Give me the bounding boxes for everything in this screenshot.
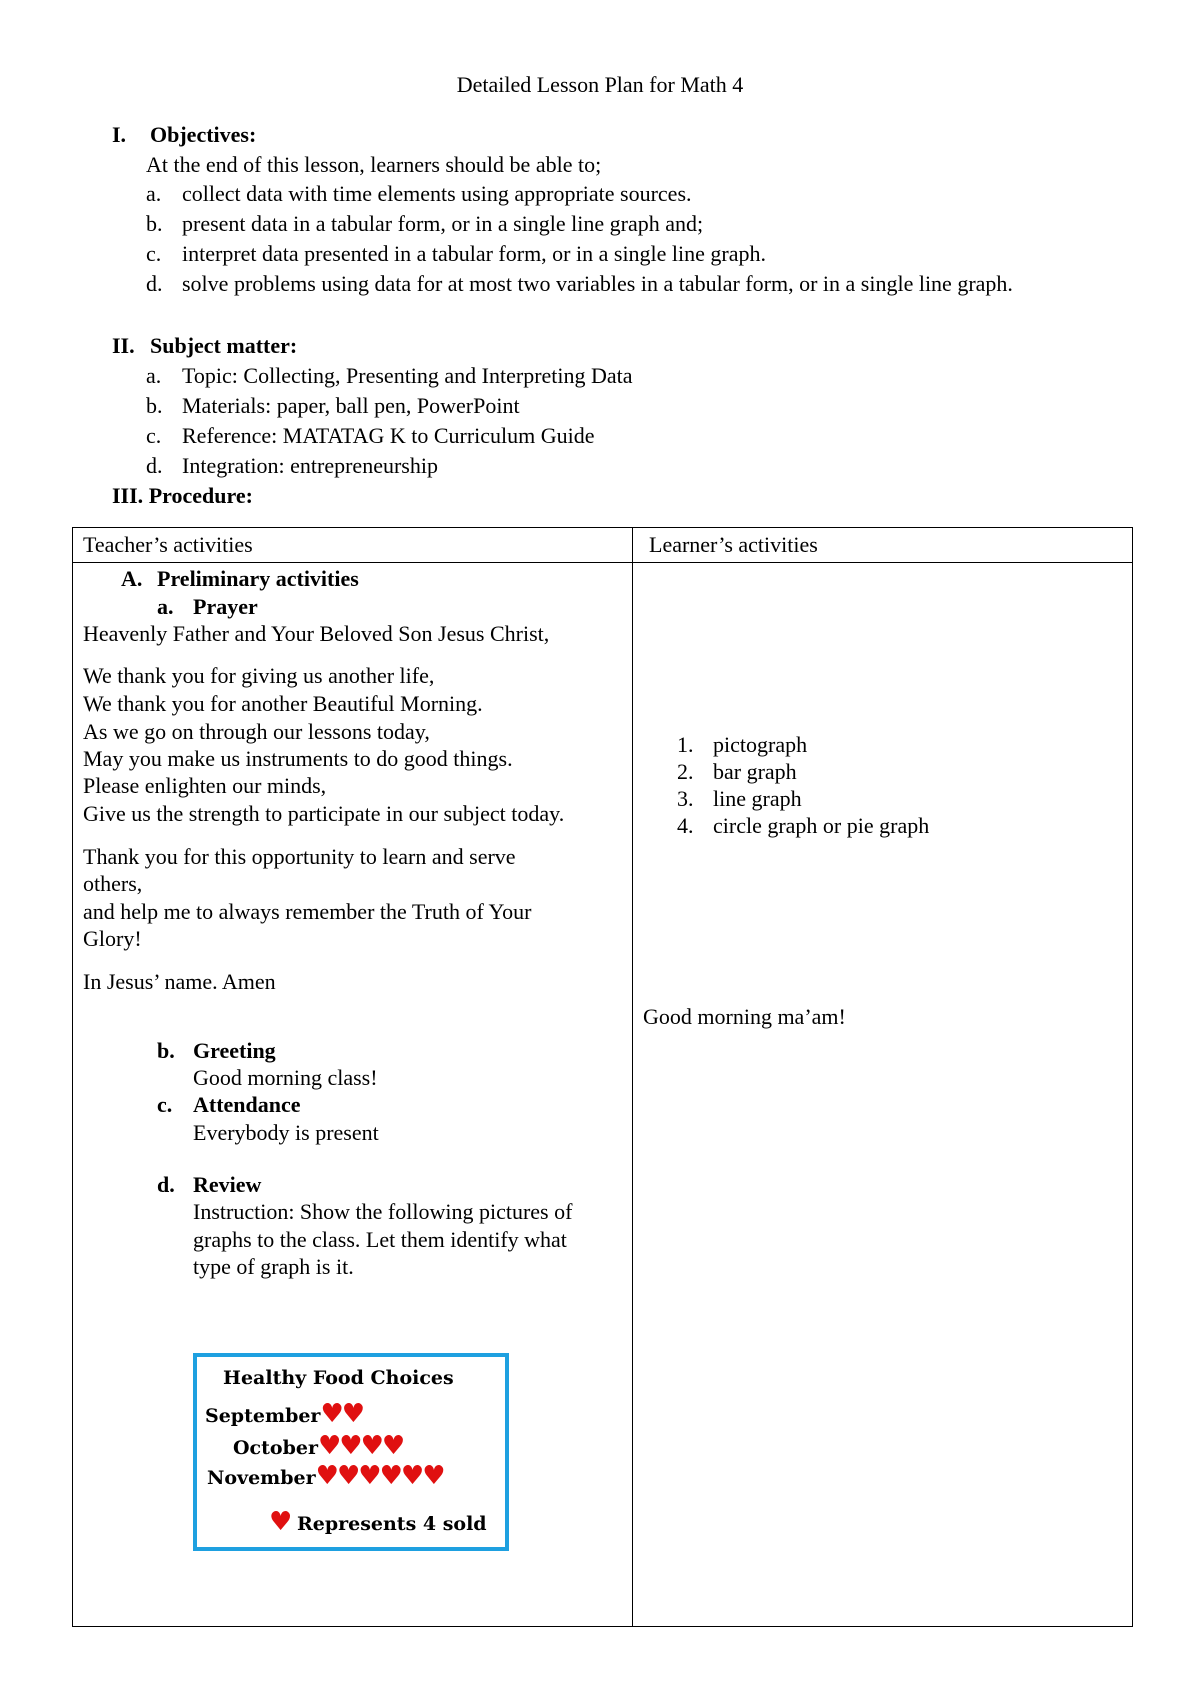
teacher-header-text: Teacher’s activities	[83, 532, 253, 557]
greeting-text: Good morning class!	[193, 1065, 378, 1090]
subject-matter-heading	[112, 331, 297, 361]
prayer-label: a.	[157, 594, 174, 619]
objective-text: solve problems using data for at most two variables in a tabular form, or in a single line graph.	[182, 271, 1013, 296]
learner-header-text: Learner’s activities	[649, 532, 818, 557]
objective-item	[146, 209, 703, 239]
pictograph-row	[205, 1401, 363, 1427]
learner-activities-cell	[633, 563, 1133, 1627]
procedure-title: Procedure:	[148, 483, 253, 508]
subject-label: d.	[146, 453, 163, 478]
prayer-line: We thank you for giving us another life,	[83, 663, 435, 688]
subject-label: a.	[146, 363, 162, 388]
pictograph-legend	[269, 1509, 487, 1535]
answer-text: bar graph	[713, 759, 797, 784]
pictograph-legend-text: Represents 4 sold	[296, 1513, 487, 1535]
subject-label: c.	[146, 423, 162, 448]
greeting-title: Greeting	[193, 1038, 276, 1063]
subject-label: b.	[146, 393, 163, 418]
subject-text: Reference: MATATAG K to Curriculum Guide	[182, 423, 595, 448]
review-label: d.	[157, 1172, 175, 1197]
objective-item	[146, 239, 766, 269]
attendance-text: Everybody is present	[193, 1120, 379, 1145]
learner-answer-item	[677, 758, 797, 786]
subject-text: Topic: Collecting, Presenting and Interpreting Data	[182, 363, 633, 388]
learner-column-header	[633, 528, 1133, 563]
review-heading	[157, 1171, 261, 1199]
pictograph-month: September	[205, 1405, 321, 1427]
objective-label: c.	[146, 241, 162, 266]
subject-matter-numeral: II.	[112, 333, 135, 358]
heart-icon: ♥	[269, 1507, 291, 1537]
teacher-column-header	[73, 528, 633, 563]
objective-label: b.	[146, 211, 163, 236]
subject-item	[146, 391, 520, 421]
prayer-line: In Jesus’ name. Amen	[83, 969, 276, 994]
prayer-title: Prayer	[193, 594, 258, 619]
procedure-heading	[112, 481, 253, 511]
learner-answer-item	[677, 731, 807, 759]
objective-label: a.	[146, 181, 162, 206]
greeting-heading	[157, 1037, 276, 1065]
pictograph-image	[193, 1353, 509, 1551]
prayer-line: Give us the strength to participate in our subject today.	[83, 801, 565, 826]
objective-item	[146, 269, 1013, 299]
procedure-table	[72, 527, 1133, 1627]
review-line: Instruction: Show the following pictures of	[193, 1199, 573, 1224]
learner-answer-item	[677, 812, 929, 840]
subject-text: Materials: paper, ball pen, PowerPoint	[182, 393, 520, 418]
review-line: type of graph is it.	[193, 1254, 354, 1279]
heart-icons: ♥♥	[320, 1399, 364, 1429]
pictograph-row	[233, 1433, 403, 1459]
prayer-line: May you make us instruments to do good things.	[83, 746, 513, 771]
procedure-numeral: III.	[112, 483, 144, 508]
prayer-line: We thank you for another Beautiful Morning.	[83, 691, 483, 716]
preliminary-label: A.	[121, 566, 143, 591]
answer-number: 3.	[677, 786, 694, 811]
prayer-line: Thank you for this opportunity to learn and serve	[83, 844, 516, 869]
objective-text: interpret data presented in a tabular form, or in a single line graph.	[182, 241, 767, 266]
prayer-line: and help me to always remember the Truth of Your	[83, 899, 532, 924]
review-title: Review	[193, 1172, 262, 1197]
preliminary-heading	[121, 565, 359, 593]
prayer-line: As we go on through our lessons today,	[83, 719, 430, 744]
learner-answer-item	[677, 785, 802, 813]
answer-text: circle graph or pie graph	[713, 813, 930, 838]
learner-greeting-reply: Good morning ma’am!	[643, 1004, 846, 1029]
prayer-line: others,	[83, 871, 143, 896]
objective-text: present data in a tabular form, or in a single line graph and;	[182, 211, 704, 236]
attendance-label: c.	[157, 1092, 173, 1117]
preliminary-text: Preliminary activities	[157, 566, 359, 591]
prayer-line: Heavenly Father and Your Beloved Son Jesus Christ,	[83, 621, 550, 646]
heart-icons: ♥♥♥♥♥♥	[315, 1461, 444, 1491]
review-line: graphs to the class. Let them identify what	[193, 1227, 567, 1252]
objectives-numeral: I.	[112, 122, 127, 147]
page-title: Detailed Lesson Plan for Math 4	[456, 72, 744, 97]
pictograph-month: November	[207, 1467, 316, 1489]
objective-label: d.	[146, 271, 163, 296]
pictograph-title: Healthy Food Choices	[223, 1367, 454, 1389]
greeting-label: b.	[157, 1038, 175, 1063]
prayer-heading	[157, 593, 258, 621]
pictograph-row	[207, 1463, 444, 1489]
answer-text: pictograph	[713, 732, 808, 757]
subject-item	[146, 421, 595, 451]
objectives-title: Objectives:	[150, 122, 257, 147]
prayer-line: Glory!	[83, 926, 142, 951]
prayer-line: Please enlighten our minds,	[83, 773, 327, 798]
subject-item	[146, 451, 438, 481]
objective-text: collect data with time elements using appropriate sources.	[182, 181, 692, 206]
objectives-heading	[112, 120, 256, 150]
objectives-intro: At the end of this lesson, learners should be able to;	[146, 152, 602, 177]
subject-matter-title: Subject matter:	[150, 333, 298, 358]
teacher-activities-cell	[73, 563, 633, 1627]
attendance-heading	[157, 1091, 301, 1119]
answer-number: 1.	[677, 732, 694, 757]
answer-text: line graph	[713, 786, 802, 811]
heart-icons: ♥♥♥♥	[317, 1431, 404, 1461]
subject-text: Integration: entrepreneurship	[182, 453, 438, 478]
subject-item	[146, 361, 633, 391]
objective-item	[146, 179, 692, 209]
pictograph-month: October	[233, 1437, 318, 1459]
attendance-title: Attendance	[193, 1092, 301, 1117]
answer-number: 2.	[677, 759, 694, 784]
answer-number: 4.	[677, 813, 694, 838]
